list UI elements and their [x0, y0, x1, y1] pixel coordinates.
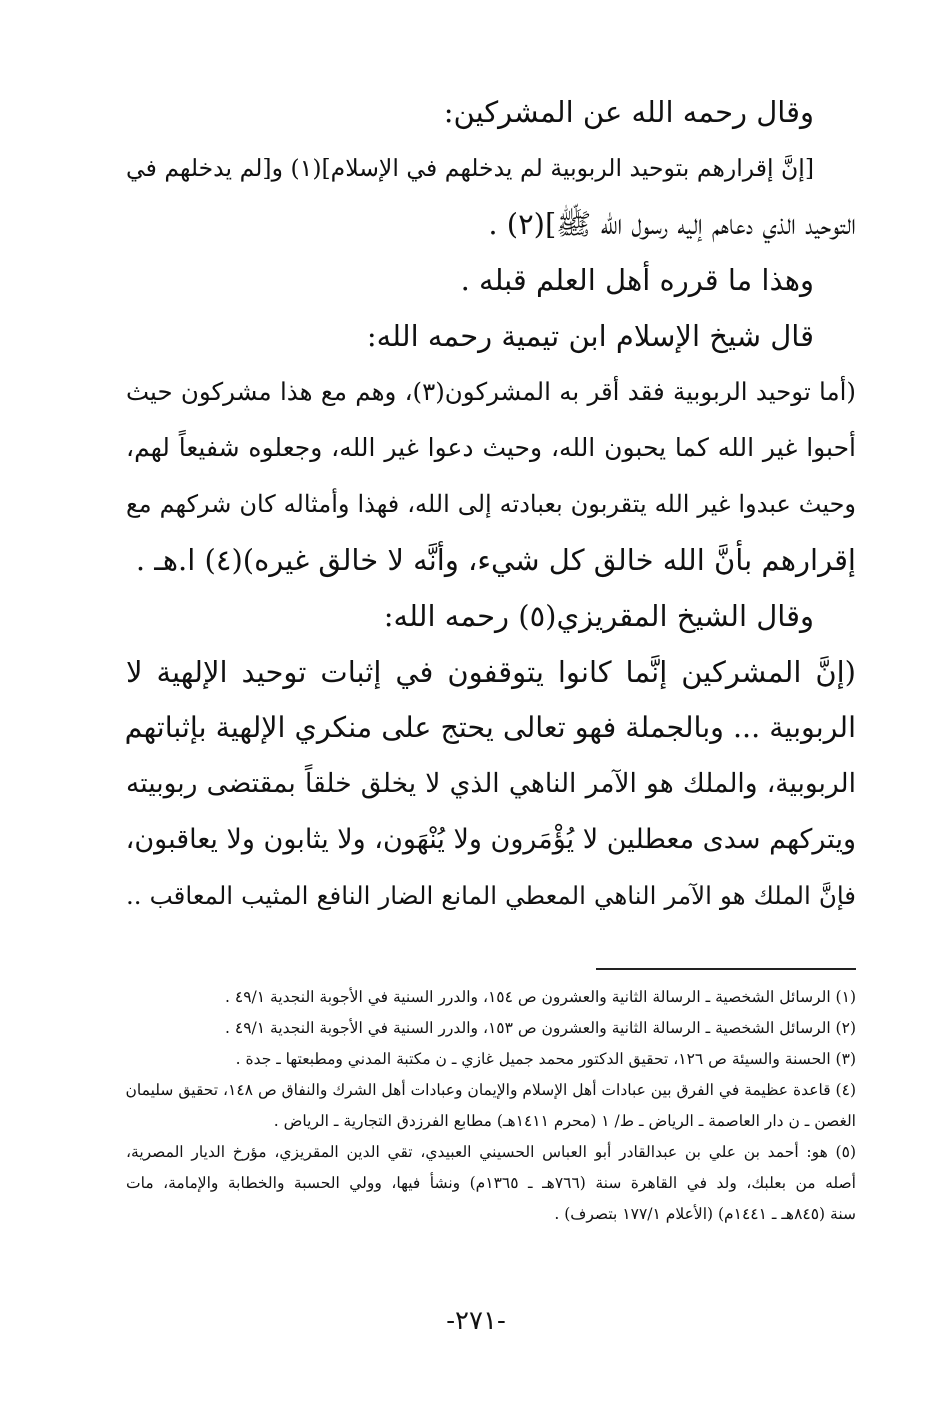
main-text: [126, 84, 856, 924]
text-line: ويتركهم سدى معطلين لا يُؤْمَرون ولا يُنْهَون، ولا يثابون ولا يعاقبون،: [125, 824, 856, 855]
text-line: [إنَّ إقرارهم بتوحيد الربوبية لم يدخلهم في الإسلام](١) و[لم يدخلهم في: [126, 154, 815, 182]
page-number: -٢٧١-: [446, 1306, 506, 1336]
text-line: أحبوا غير الله كما يحبون الله، وحيث دعوا غير الله، وجعلوه شفيعاً لهم،: [126, 433, 856, 462]
text-line: التوحيد الذي دعاهم إليه رسول الله ﷺ](٢) .: [488, 207, 856, 241]
footnote-line: سنة (٨٤٥هـ ـ ١٤٤١م) (الأعلام ١٧٧/١ بتصرف) .: [554, 1205, 856, 1223]
text-line: فإنَّ الملك هو الآمر الناهي المعطي المانع الضار النافع المثيب المعاقب ..: [126, 881, 856, 910]
footnote-line: (٣) الحسنة والسيئة ص ١٢٦، تحقيق الدكتور محمد جميل غازي ـ ن مكتبة المدني ومطبعتها ـ جدة .: [235, 1050, 856, 1068]
text-line: وحيث عبدوا غير الله يتقربون بعبادته إلى الله، فهذا وأمثاله كان شركهم مع: [126, 490, 856, 518]
text-line: الربوبية، والملك هو الآمر الناهي الذي لا يخلق خلقاً بمقتضى ربوبيته: [126, 768, 856, 799]
footnote-line: أصله من بعلبك، ولد في القاهرة سنة (٧٦٦هـ ـ ١٣٦٥م) ونشأ فيها، وولي الحسبة والخطابة والإمامة، مات: [126, 1174, 856, 1192]
text-line: (إنَّ المشركين إنَّما كانوا يتوقفون في إثبات توحيد الإلهية لا: [126, 655, 856, 689]
footnotes: [126, 982, 856, 1230]
text-line: (أما توحيد الربوبية فقد أقر به المشركون(٣)، وهم مع هذا مشركون حيث: [126, 377, 856, 406]
text-line: قال شيخ الإسلام ابن تيمية رحمه الله:: [366, 319, 814, 353]
text-line: وهذا ما قرره أهل العلم قبله .: [460, 263, 814, 297]
footnote-line: الغصن ـ ن دار العاصمة ـ الرياض ـ ط/ ١ (محرم ١٤١١هـ) مطابع الفرزدق التجارية ـ الرياض .: [273, 1112, 856, 1130]
text-line: وقال رحمه الله عن المشركين:: [443, 95, 814, 129]
footnote-divider: [596, 968, 856, 970]
text-line: إقرارهم بأنَّ الله خالق كل شيء، وأنَّه لا خالق غيره)(٤) ا.هـ .: [135, 543, 856, 577]
footnote-line: (١) الرسائل الشخصية ـ الرسالة الثانية والعشرون ص ١٥٤، والدرر السنية في الأجوبة النجدية ٤٩/١ .: [225, 988, 856, 1006]
text-line: وقال الشيخ المقريزي(٥) رحمه الله:: [383, 599, 814, 633]
footnote-line: (٤) قاعدة عظيمة في الفرق بين عبادات أهل الإسلام والإيمان وعبادات أهل الشرك والنفاق ص ١٤٨، تحقيق سليمان: [125, 1081, 856, 1099]
footnote-line: (٥) هو: أحمد بن علي بن عبدالقادر أبو العباس الحسيني العبيدي، تقي الدين المقريزي، مؤرخ الديار المصرية،: [126, 1143, 856, 1161]
text-line: الربوبية ... وبالجملة فهو تعالى يحتج على منكري الإلهية بإثباتهم: [124, 711, 856, 744]
footnote-line: (٢) الرسائل الشخصية ـ الرسالة الثانية والعشرون ص ١٥٣، والدرر السنية في الأجوبة النجدية ٤٩/١ .: [225, 1019, 856, 1037]
